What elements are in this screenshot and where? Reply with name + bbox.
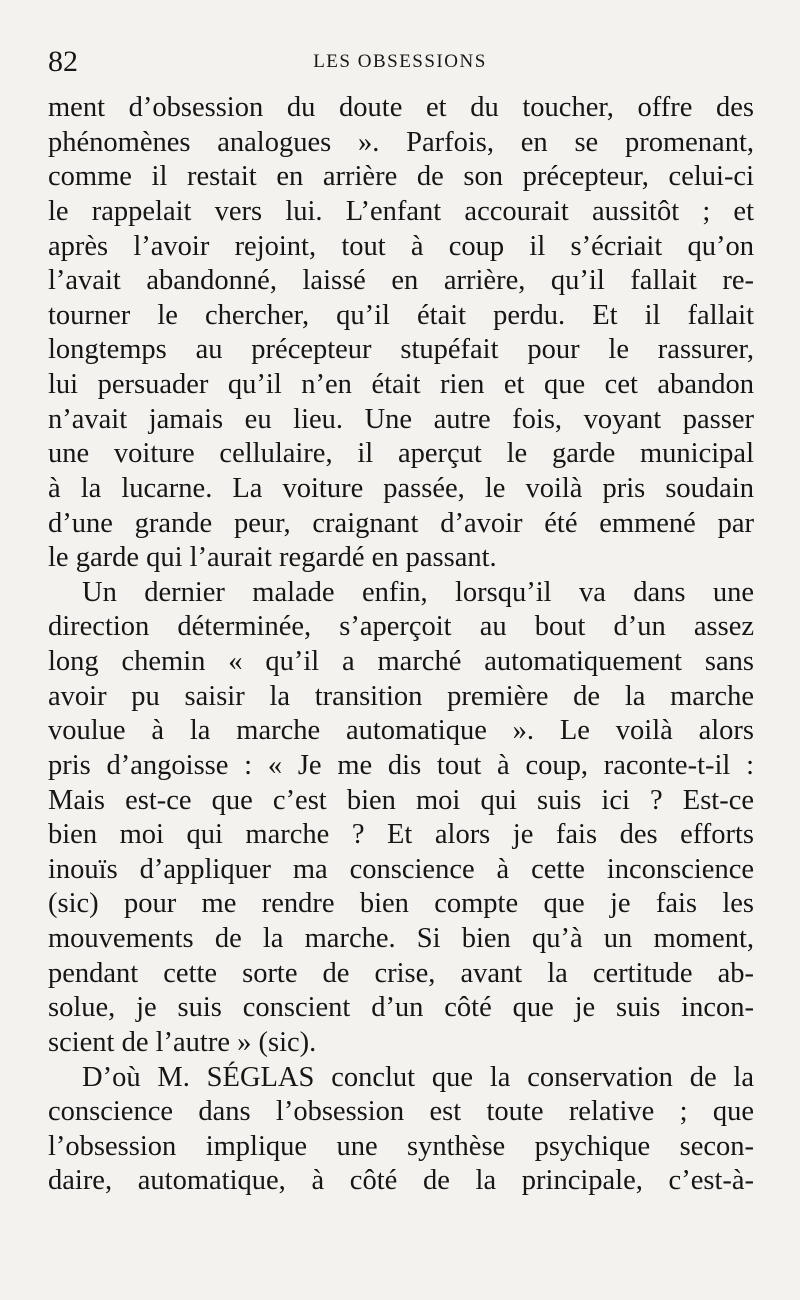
text-line: scient de l’autre » (sic). (48, 1026, 317, 1058)
text-line: phénomènes analogues ». Parfois, en se promenant, (48, 126, 754, 158)
text-line: longtemps au précepteur stupéfait pour le rassurer, (48, 334, 754, 366)
text-line: comme il restait en arrière de son précepteur, celui-ci (48, 161, 754, 193)
text-line: D’où M. SÉGLAS conclut que la conservation de la (82, 1061, 754, 1093)
text-line: pris d’angoisse : « Je me dis tout à coup, raconte-t-il : (48, 749, 754, 781)
text-line: bien moi qui marche ? Et alors je fais des efforts (48, 819, 754, 851)
text-line: voulue à la marche automatique ». Le voilà alors (48, 715, 754, 747)
text-line: n’avait jamais eu lieu. Une autre fois, voyant passer (48, 403, 754, 435)
text-line: l’obsession implique une synthèse psychique secon- (48, 1130, 754, 1162)
text-line: daire, automatique, à côté de la principale, c’est-à- (48, 1165, 754, 1197)
page-number: 82 (48, 45, 78, 78)
text-line: Mais est-ce que c’est bien moi qui suis ici ? Est-ce (48, 784, 754, 816)
text-line: tourner le chercher, qu’il était perdu. Et il fallait (48, 299, 754, 331)
text-line: pendant cette sorte de crise, avant la certitude ab- (48, 957, 754, 989)
text-line: direction déterminée, s’aperçoit au bout d’un assez (48, 611, 754, 643)
text-line: Un dernier malade enfin, lorsqu’il va dans une (82, 576, 754, 608)
text-line: (sic) pour me rendre bien compte que je fais les (48, 888, 754, 920)
text-line: conscience dans l’obsession est toute relative ; que (48, 1096, 754, 1128)
text-line: solue, je suis conscient d’un côté que je suis incon- (48, 992, 754, 1024)
running-title: LES OBSESSIONS (313, 51, 487, 72)
text-line: inouïs d’appliquer ma conscience à cette inconscience (48, 853, 754, 885)
text-line: mouvements de la marche. Si bien qu’à un moment, (48, 923, 754, 954)
text-line: l’avait abandonné, laissé en arrière, qu’il fallait re- (48, 265, 754, 297)
body-text (48, 91, 754, 1199)
text-line: le garde qui l’aurait regardé en passant. (48, 542, 497, 574)
text-line: avoir pu saisir la transition première de la marche (48, 680, 754, 712)
text-line: à la lucarne. La voiture passée, le voilà pris soudain (48, 472, 754, 504)
text-line: après l’avoir rejoint, tout à coup il s’écriait qu’on (48, 230, 754, 262)
text-line: une voiture cellulaire, il aperçut le garde municipal (48, 438, 754, 470)
text-line: ment d’obsession du doute et du toucher, offre des (48, 92, 754, 123)
text-line: le rappelait vers lui. L’enfant accourait aussitôt ; et (48, 195, 754, 227)
page-header (48, 44, 752, 80)
text-line: long chemin « qu’il a marché automatiquement sans (48, 646, 754, 677)
text-line: lui persuader qu’il n’en était rien et que cet abandon (48, 369, 754, 400)
text-line: d’une grande peur, craignant d’avoir été emmené par (48, 507, 754, 539)
